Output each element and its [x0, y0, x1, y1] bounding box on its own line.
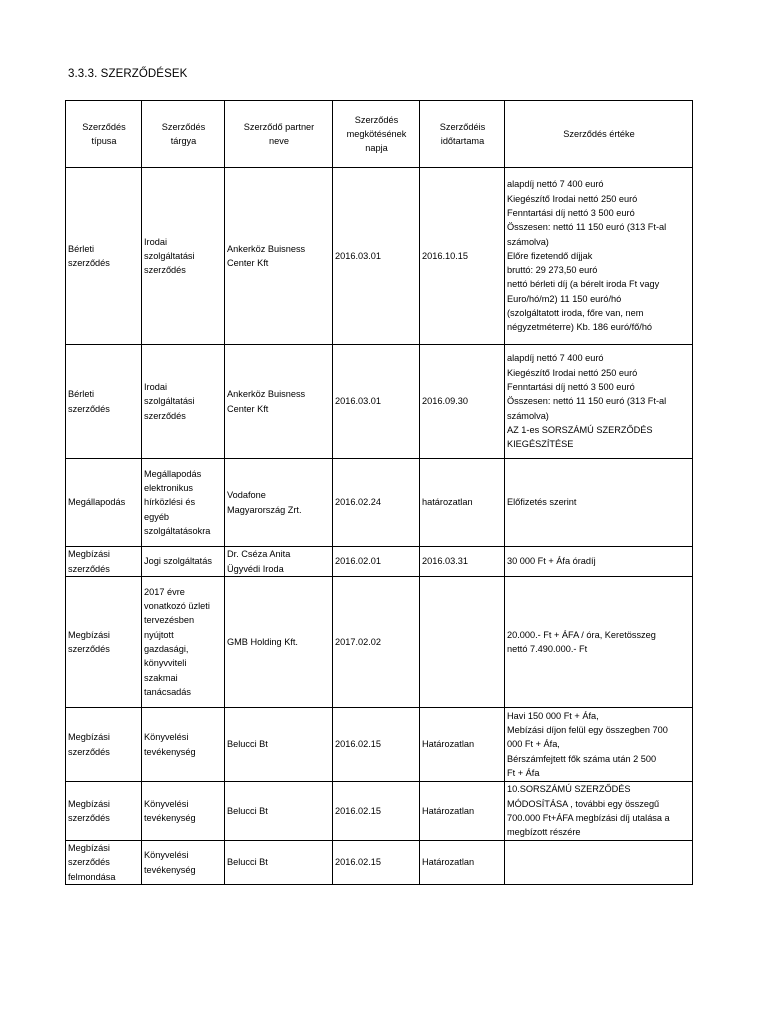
cell-partner: Dr. Cséza Anita Ügyvédi Iroda [225, 547, 333, 577]
section-title: 3.3.3. SZERZŐDÉSEK [68, 68, 188, 80]
cell-partner: Vodafone Magyarország Zrt. [225, 459, 333, 547]
header-duration: Szerződéis időtartama [420, 101, 505, 168]
cell-date: 2016.03.01 [333, 345, 420, 459]
table-row [66, 547, 693, 577]
cell-date: 2016.02.01 [333, 547, 420, 577]
cell-subject: Jogi szolgáltatás [142, 547, 225, 577]
table-row [66, 708, 693, 782]
cell-type: Bérleti szerződés [66, 168, 142, 345]
cell-subject: Megállapodás elektronikus hírközlési és egyéb szolgáltatásokra [142, 459, 225, 547]
cell-type: Megbízási szerződés felmondása [66, 841, 142, 885]
cell-date: 2016.02.15 [333, 841, 420, 885]
cell-subject: Könyvelési tevékenység [142, 782, 225, 841]
cell-duration: Határozatlan [420, 708, 505, 782]
header-contract-subject: Szerződés tárgya [142, 101, 225, 168]
cell-subject: Könyvelési tevékenység [142, 841, 225, 885]
cell-date: 2016.03.01 [333, 168, 420, 345]
cell-type: Megbízási szerződés [66, 577, 142, 708]
cell-subject: Irodai szolgáltatási szerződés [142, 168, 225, 345]
cell-duration: 2016.09.30 [420, 345, 505, 459]
header-signing-date: Szerződés megkötésének napja [333, 101, 420, 168]
header-contract-value: Szerződés értéke [505, 101, 693, 168]
cell-date: 2016.02.15 [333, 708, 420, 782]
cell-value: Havi 150 000 Ft + Áfa, Mebízási díjon felül egy összegben 700 000 Ft + Áfa, Bérszámfejtett fők száma után 2 500 Ft + Áfa [505, 708, 693, 782]
cell-partner: Belucci Bt [225, 841, 333, 885]
cell-partner: Ankerköz Buisness Center Kft [225, 345, 333, 459]
cell-duration [420, 577, 505, 708]
cell-value [505, 841, 693, 885]
cell-value: alapdíj nettó 7 400 euró Kiegészítő Irodai nettó 250 euró Fenntartási díj nettó 3 500 euró Összesen: nettó 11 150 euró (313 Ft-al számolva) AZ 1-es SORSZÁMÚ SZERZŐDÉS KIEGÉSZÍTÉSE [505, 345, 693, 459]
table-row [66, 577, 693, 708]
header-partner-name: Szerződő partner neve [225, 101, 333, 168]
contracts-table [65, 100, 693, 885]
table-row [66, 459, 693, 547]
cell-type: Bérleti szerződés [66, 345, 142, 459]
cell-date: 2016.02.24 [333, 459, 420, 547]
header-contract-type: Szerződés típusa [66, 101, 142, 168]
cell-subject: Irodai szolgáltatási szerződés [142, 345, 225, 459]
cell-subject: Könyvelési tevékenység [142, 708, 225, 782]
cell-partner: Belucci Bt [225, 782, 333, 841]
cell-type: Megállapodás [66, 459, 142, 547]
cell-subject: 2017 évre vonatkozó üzleti tervezésben nyújtott gazdasági, könyvviteli szakmai tanácsadás [142, 577, 225, 708]
cell-partner: Ankerköz Buisness Center Kft [225, 168, 333, 345]
table-row [66, 782, 693, 841]
cell-value: 20.000.- Ft + ÁFA / óra, Keretösszeg nettó 7.490.000.- Ft [505, 577, 693, 708]
table-row [66, 841, 693, 885]
table-header-row [66, 101, 693, 168]
cell-duration: 2016.03.31 [420, 547, 505, 577]
cell-value: alapdíj nettó 7 400 euró Kiegészítő Irodai nettó 250 euró Fenntartási díj nettó 3 500 euró Összesen: nettó 11 150 euró (313 Ft-al számolva) Előre fizetendő díjjak bruttó: 29 273,50 euró nettó bérleti díj (a bérelt iroda Ft vagy Euro/hó/m2) 11 150 euró/hó (szolgáltatott iroda, főre van, nem négyzetméterre) Kb. 186 euró/fő/hó [505, 168, 693, 345]
cell-type: Megbízási szerződés [66, 708, 142, 782]
cell-value: Előfizetés szerint [505, 459, 693, 547]
cell-value: 10.SORSZÁMÚ SZERZŐDÉS MÓDOSÍTÁSA , további egy összegű 700.000 Ft+ÁFA megbízási díj utalása a megbízott részére [505, 782, 693, 841]
table-row [66, 168, 693, 345]
cell-date: 2016.02.15 [333, 782, 420, 841]
table-row [66, 345, 693, 459]
cell-duration: Határozatlan [420, 782, 505, 841]
cell-partner: GMB Holding Kft. [225, 577, 333, 708]
cell-type: Megbízási szerződés [66, 782, 142, 841]
cell-partner: Belucci Bt [225, 708, 333, 782]
cell-type: Megbízási szerződés [66, 547, 142, 577]
cell-duration: Határozatlan [420, 841, 505, 885]
cell-value: 30 000 Ft + Áfa óradíj [505, 547, 693, 577]
cell-date: 2017.02.02 [333, 577, 420, 708]
cell-duration: határozatlan [420, 459, 505, 547]
cell-duration: 2016.10.15 [420, 168, 505, 345]
